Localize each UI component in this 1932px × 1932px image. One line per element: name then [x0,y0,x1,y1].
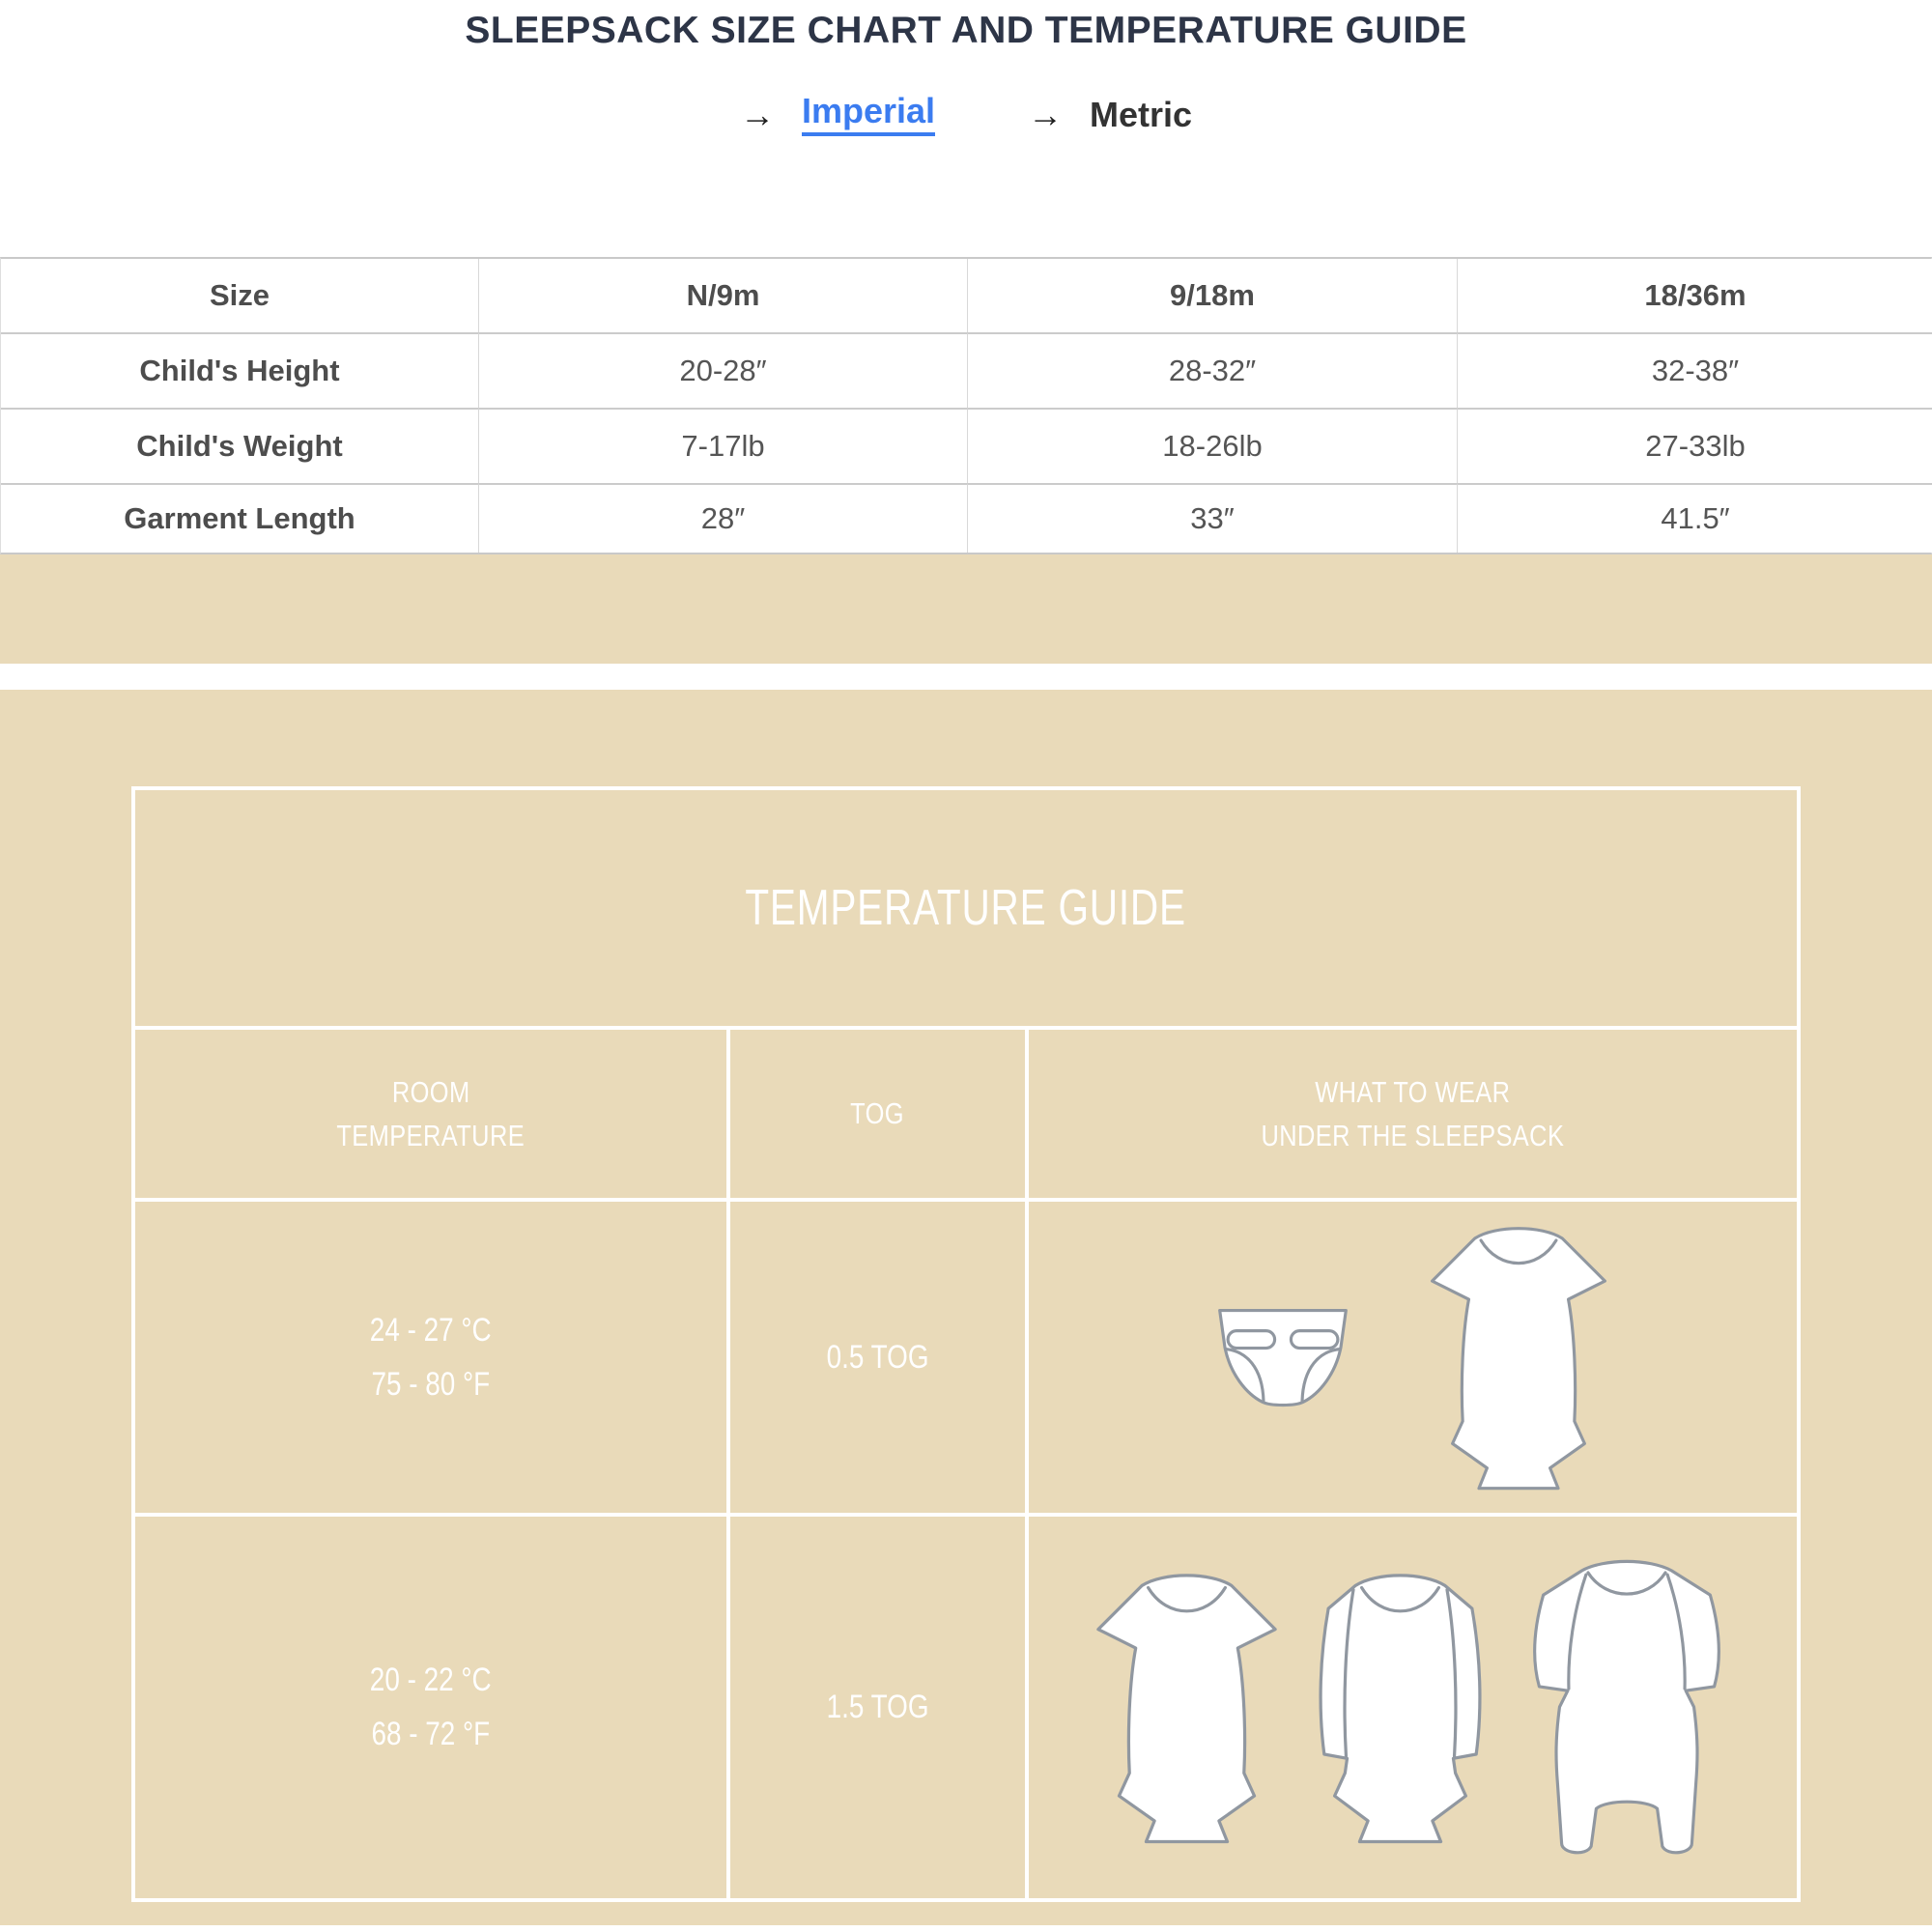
temp-fahrenheit: 68 - 72 °F [371,1716,491,1753]
size-chart-header-cell: 18/36m [1457,259,1932,332]
column-header-tog [726,1030,1025,1198]
header-line: ROOM [391,1074,470,1109]
unit-toggle [0,90,1932,136]
header-line: UNDER THE SLEEPSACK [1261,1118,1565,1152]
unit-option-imperial [739,90,936,136]
what-to-wear-cell [1025,1202,1797,1513]
diaper-icon [1211,1300,1354,1414]
page-title: SLEEPSACK SIZE CHART AND TEMPERATURE GUIDE [465,10,1467,51]
temp-celsius: 24 - 27 °C [370,1311,492,1349]
beige-band [0,554,1932,664]
temperature-guide-title: TEMPERATURE GUIDE [745,879,1187,936]
size-chart-cell: 32-38″ [1457,332,1932,408]
temperature-guide-row [135,1202,1797,1517]
tog-value: 0.5 TOG [826,1338,929,1376]
arrow-right-icon: → [1028,94,1064,134]
temperature-guide-table [131,786,1801,1902]
size-chart-cell: 41.5″ [1457,483,1932,553]
short-sleeve-bodysuit-icon [1088,1567,1286,1848]
column-header-room-temperature [135,1030,726,1198]
column-header-what-to-wear [1025,1030,1797,1198]
short-sleeve-bodysuit-icon [1422,1220,1615,1494]
size-chart-row-label: Garment Length [1,483,478,553]
unit-option-metric [1028,94,1193,134]
size-chart-cell: 28-32″ [967,332,1457,408]
size-chart-header-cell: Size [1,259,478,332]
header-line: TOG [850,1096,905,1131]
header-line: WHAT TO WEAR [1315,1074,1511,1109]
tog-cell [726,1202,1025,1513]
footed-sleepsuit-icon [1515,1554,1739,1860]
size-chart-cell: 28″ [478,483,967,553]
arrow-right-icon: → [739,94,775,134]
room-temperature-cell [135,1202,726,1513]
long-sleeve-bodysuit-icon [1301,1567,1499,1848]
temperature-guide-title-cell [135,790,1797,1030]
temp-fahrenheit: 75 - 80 °F [371,1365,491,1403]
room-temperature-cell [135,1517,726,1898]
temperature-guide-section [0,690,1932,1925]
temperature-guide-row [135,1517,1797,1898]
size-chart-row-label: Child's Height [1,332,478,408]
imperial-link[interactable]: Imperial [802,94,935,136]
tog-cell [726,1517,1025,1898]
header-line: TEMPERATURE [336,1118,526,1152]
size-chart-header-cell: 9/18m [967,259,1457,332]
size-chart-header-cell: N/9m [478,259,967,332]
size-chart-cell: 20-28″ [478,332,967,408]
tog-value: 1.5 TOG [826,1689,929,1726]
temp-celsius: 20 - 22 °C [370,1662,492,1699]
metric-link[interactable]: Metric [1090,94,1193,134]
size-chart-row-label: Child's Weight [1,408,478,483]
size-chart-table [0,257,1932,554]
size-chart-cell: 27-33lb [1457,408,1932,483]
size-chart-cell: 18-26lb [967,408,1457,483]
size-chart-cell: 7-17lb [478,408,967,483]
what-to-wear-cell [1025,1517,1797,1898]
temperature-guide-header-row [135,1030,1797,1202]
size-chart-cell: 33″ [967,483,1457,553]
